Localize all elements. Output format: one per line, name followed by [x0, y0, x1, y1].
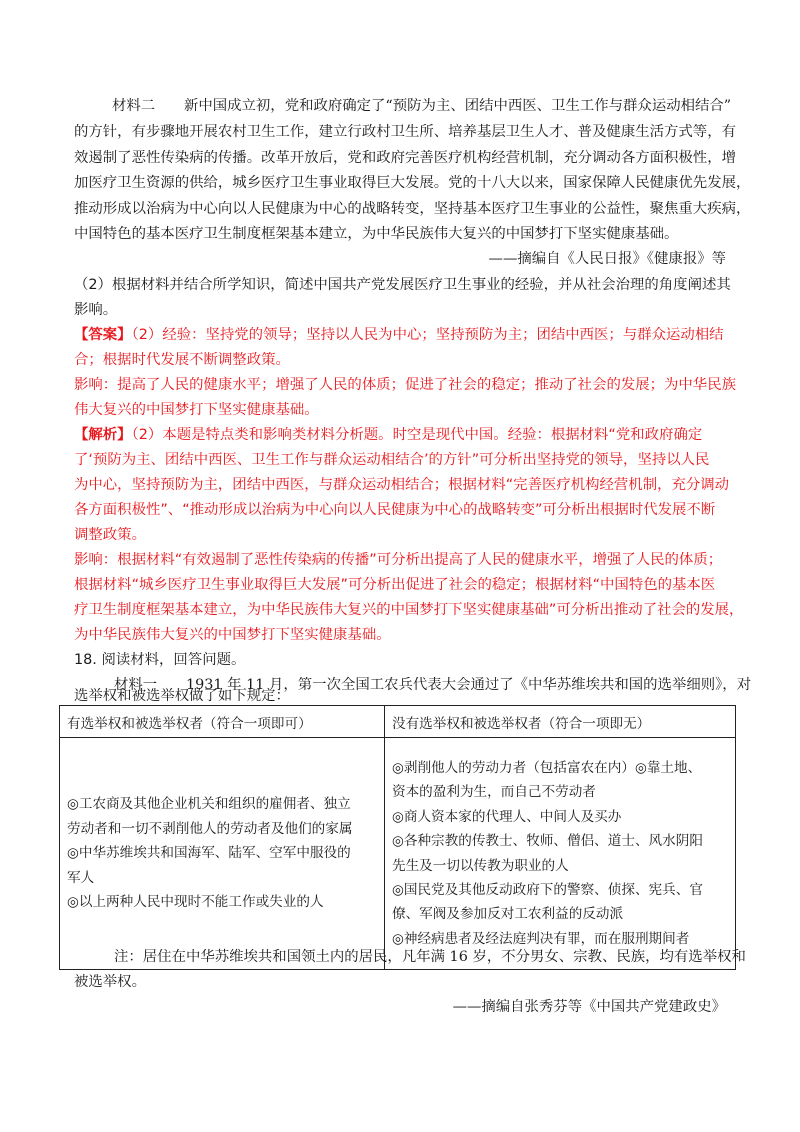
material1-line: 选举权和被选举权做了如下规定：	[74, 688, 290, 704]
cell-line: 军人	[67, 869, 95, 886]
analysis-line: 为中心，坚持预防为主，团结中西医，与群众运动相结合；根据材料“完善医疗机构经营机制，充分调动	[74, 477, 730, 493]
table-header-cell: 有选举权和被选举权者（符合一项即可）	[60, 706, 385, 738]
cell-line: ◎神经病患者及经法庭判决有罪，而在服刑期间者	[392, 930, 690, 947]
cell-line: ◎工农商及其他企业机关和组织的雇佣者、独立	[67, 796, 351, 813]
note-line: 被选举权。	[74, 974, 146, 990]
material2-line: 推动形成以治病为中心向以人民健康为中心的战略转变，坚持基本医疗卫生事业的公益性，聚焦重大疾病，	[74, 201, 751, 217]
table-cell-eligible	[60, 738, 385, 970]
analysis-line: 根据材料“城乡医疗卫生事业取得巨大发展”可分析出促进了社会的稳定；根据材料“中国特色的基本医	[74, 577, 716, 593]
material2-line: 加医疗卫生资源的供给，城乡医疗卫生事业取得巨大发展。党的十八大以来，国家保障人民健康优先发展，	[74, 175, 751, 191]
question2-line: 影响。	[74, 302, 118, 318]
table-row	[60, 738, 736, 970]
cell-line: ◎剥削他人的劳动力者（包括富农在内）◎靠土地、	[392, 759, 702, 776]
material2-line: 效遏制了恶性传染病的传播。改革开放后，党和政府完善医疗机构经营机制，充分调动各方面积极性，增	[74, 150, 736, 166]
material1-line: 材料一 1931 年 11 月，第一次全国工农兵代表大会通过了《中华苏维埃共和国的选举细则》，对	[114, 677, 752, 693]
cell-line: ◎以上两种人民中现时不能工作或失业的人	[67, 894, 324, 911]
analysis-line	[74, 425, 726, 445]
answer-line: 影响：提高了人民的健康水平；增强了人民的体质；促进了社会的稳定；推动了社会的发展；为中华民族	[74, 377, 736, 393]
analysis-line: 为中华民族伟大复兴的中国梦打下坚实健康基础。	[74, 627, 391, 643]
analysis-line: 调整政策。	[74, 527, 146, 543]
analysis-line: 了‘预防为主、团结中西医、卫生工作与群众运动相结合’的方针”可分析出坚持党的领导，坚持以人民	[74, 452, 710, 468]
table-header-cell: 没有选举权和被选举权者（符合一项即无）	[385, 706, 736, 738]
cell-line: 先生及一切以传教为职业的人	[392, 857, 569, 874]
material2-line: 材料二 新中国成立初，党和政府确定了“预防为主、团结中西医、卫生工作与群众运动相结合”	[112, 98, 732, 114]
material2-line: 中国特色的基本医疗卫生制度框架基本建立，为中华民族伟大复兴的中国梦打下坚实健康基础。	[74, 226, 679, 242]
analysis-tag: 【解析】	[74, 427, 132, 443]
election-rights-table	[59, 705, 736, 970]
answer-line: 合；根据时代发展不断调整政策。	[74, 352, 290, 368]
table-header-row	[60, 706, 736, 738]
analysis-line: 疗卫生制度框架基本建立，为中华民族伟大复兴的中国梦打下坚实健康基础”可分析出推动了社会的发展，	[74, 602, 744, 618]
cell-line: ◎商人资本家的代理人、中间人及买办	[392, 808, 622, 825]
cell-line: 劳动者和一切不剥削他人的劳动者及他们的家属	[67, 820, 353, 837]
cell-line: ◎国民党及其他反动政府下的警察、侦探、宪兵、官	[392, 881, 703, 898]
cell-line: ◎各种宗教的传教士、牧师、僧侣、道士、风水阴阳	[392, 833, 703, 850]
material2-source: ——摘编自《人民日报》《健康报》等	[488, 251, 726, 267]
material2-line: 的方针，有步骤地开展农村卫生工作，建立行政村卫生所、培养基层卫生人才、普及健康生活方式等，有	[74, 124, 736, 140]
question18-title: 18. 阅读材料，回答问题。	[74, 652, 246, 668]
cell-line: 僚、军阀及参加反对工农利益的反动派	[392, 906, 624, 923]
answer-line: 伟大复兴的中国梦打下坚实健康基础。	[74, 402, 319, 418]
answer-text: （2）经验：坚持党的领导；坚持以人民为中心；坚持预防为主；团结中西医；与群众运动相结	[131, 327, 724, 343]
note-source: ——摘编自张秀芬等《中国共产党建政史》	[452, 999, 726, 1015]
analysis-line: 影响：根据材料“有效遏制了恶性传染病的传播”可分析出提高了人民的健康水平，增强了人民的体质；	[74, 552, 723, 568]
analysis-line: 各方面积极性”、“推动形成以治病为中心向以人民健康为中心的战略转变”可分析出根据时代发展不断	[74, 502, 716, 518]
answer-line	[74, 325, 726, 345]
cell-line: 资本的盈利为生，而自己不劳动者	[392, 784, 596, 801]
table-cell-ineligible	[385, 738, 736, 970]
analysis-text: （2）本题是特点类和影响类材料分析题。时空是现代中国。经验：根据材料“党和政府确定	[131, 427, 703, 443]
note-line: 注：居住在中华苏维埃共和国领土内的居民，凡年满 16 岁，不分男女、宗教、民族，均有选举权和	[114, 949, 746, 965]
cell-line: ◎中华苏维埃共和国海军、陆军、空军中服役的	[67, 845, 351, 862]
question2-line: （2）根据材料并结合所学知识，简述中国共产党发展医疗卫生事业的经验，并从社会治理的角度阐述其	[74, 277, 731, 293]
answer-tag: 【答案】	[74, 327, 132, 343]
